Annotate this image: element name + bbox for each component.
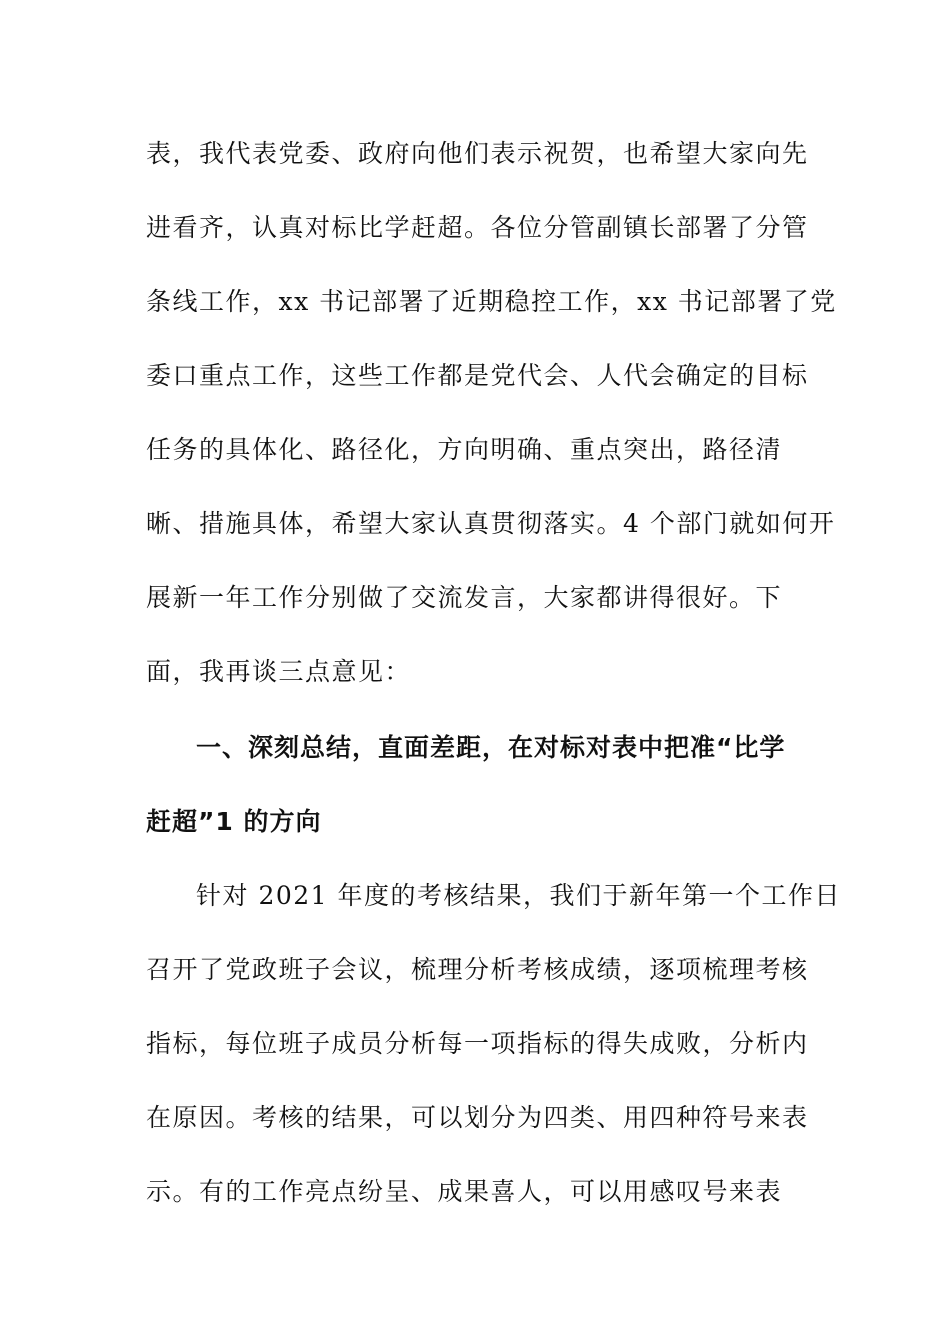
- heading-line: 赶超”1 的方向: [146, 807, 322, 836]
- text-line: 展新一年工作分别做了交流发言，大家都讲得很好。下: [146, 583, 783, 612]
- heading-line: 一、深刻总结，直面差距，在对标对表中把准“比学: [196, 733, 786, 762]
- text-line: 针对 2021 年度的考核结果，我们于新年第一个工作日: [196, 881, 842, 910]
- text-line: 面，我再谈三点意见：: [146, 657, 412, 686]
- text-line: 在原因。考核的结果，可以划分为四类、用四种符号来表: [146, 1103, 809, 1132]
- text-line: 表，我代表党委、政府向他们表示祝贺，也希望大家向先: [146, 139, 809, 168]
- text-line: 晰、措施具体，希望大家认真贯彻落实。4 个部门就如何开: [146, 509, 836, 538]
- text-line: 指标，每位班子成员分析每一项指标的得失成败，分析内: [146, 1029, 809, 1058]
- text-line: 任务的具体化、路径化，方向明确、重点突出，路径清: [146, 435, 783, 464]
- text-line: 进看齐，认真对标比学赶超。各位分管副镇长部署了分管: [146, 213, 809, 242]
- text-line: 条线工作，xx 书记部署了近期稳控工作，xx 书记部署了党: [146, 287, 837, 316]
- text-line: 委口重点工作，这些工作都是党代会、人代会确定的目标: [146, 361, 809, 390]
- text-line: 示。有的工作亮点纷呈、成果喜人，可以用感叹号来表: [146, 1177, 783, 1206]
- text-line: 召开了党政班子会议，梳理分析考核成绩，逐项梳理考核: [146, 955, 809, 984]
